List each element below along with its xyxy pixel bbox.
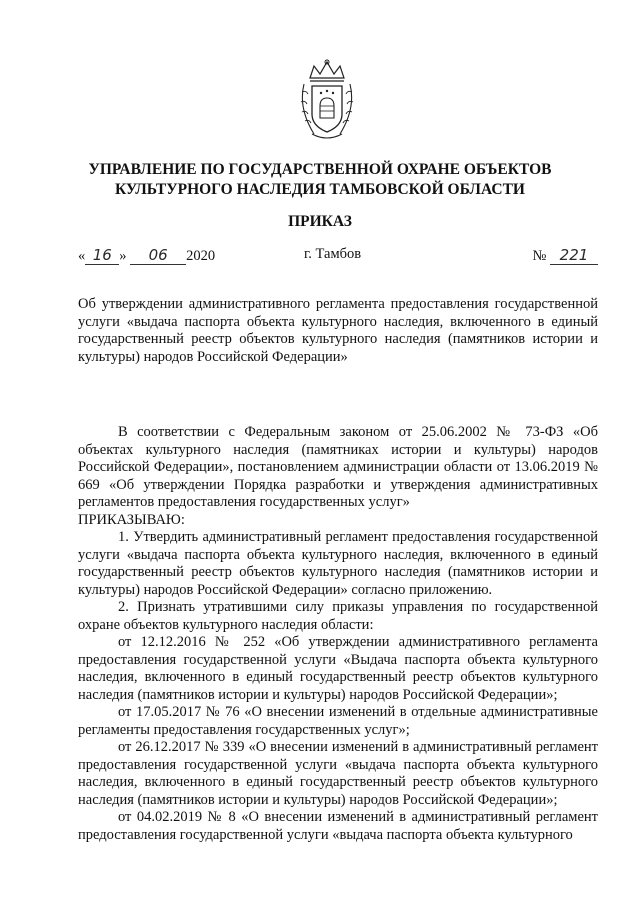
date-number-line bbox=[78, 246, 598, 272]
preamble-paragraph: В соответствии с Федеральным законом от 25.06.2002 № 73-ФЗ «Об объектах культурного наследия (памятниках истории и культуры) народов Российской Федерации», постановлением администрации области от 13.06.2019 № 669 «Об утверждении Порядка разработки и утверждения административных регламентов предоставления государственных услуг» bbox=[78, 424, 598, 510]
organization-name-line-2: КУЛЬТУРНОГО НАСЛЕДИЯ ТАМБОВСКОЙ ОБЛАСТИ bbox=[115, 181, 525, 198]
order-date bbox=[78, 246, 215, 265]
order-subject: Об утверждении административного регламента предоставления государственной услуги «выдача паспорта объекта культурного наследия, включенного в единый государственный реестр объектов культурного наследия (памятников истории и культуры) народов Российской Федерации» bbox=[78, 296, 598, 365]
quote-close: » bbox=[119, 248, 127, 264]
quote-open: « bbox=[78, 248, 86, 264]
date-day-handwritten: 16 bbox=[85, 246, 119, 265]
order-body bbox=[78, 424, 598, 844]
organization-name-line-1: УПРАВЛЕНИЕ ПО ГОСУДАРСТВЕННОЙ ОХРАНЕ ОБЪЕКТОВ bbox=[88, 161, 552, 178]
order-number-handwritten: 221 bbox=[550, 246, 598, 265]
order-number bbox=[533, 246, 598, 265]
number-sign: № bbox=[532, 248, 547, 264]
date-month-handwritten: 06 bbox=[130, 246, 186, 265]
revoked-order-1: от 12.12.2016 № 252 «Об утверждении административного регламента предоставления государственной услуги «Выдача паспорта объекта культурного наследия, включенного в единый государственный реестр объектов культурного наследия (памятников истории и культуры) народов Российской Федерации»; bbox=[78, 634, 598, 703]
date-year: 2020 bbox=[186, 248, 216, 264]
tambov-region-coat-of-arms-icon bbox=[296, 58, 358, 142]
order-word: ПРИКАЗЫВАЮ: bbox=[78, 511, 185, 528]
revoked-order-3: от 26.12.2017 № 339 «О внесении изменений в административный регламент предоставления государственной услуги «выдача паспорта объекта культурного наследия, включенного в единый государственный реестр объектов культурного наследия (памятников истории и культуры) народов Российской Федерации»; bbox=[78, 739, 598, 808]
organization-name bbox=[0, 160, 640, 200]
item-1-paragraph: 1. Утвердить административный регламент предоставления государственной услуги «выдача паспорта объекта культурного наследия, включенного в единый государственный реестр объектов культурного наследия (памятников истории и культуры) народов Российской Федерации» согласно приложению. bbox=[78, 529, 598, 598]
document-type-title: ПРИКАЗ bbox=[288, 213, 352, 230]
revoked-order-2: от 17.05.2017 № 76 «О внесении изменений в отдельные административные регламенты предоставления государственных услуг»; bbox=[78, 704, 598, 738]
revoked-order-4: от 04.02.2019 № 8 «О внесении изменений в административный регламент предоставления государственной услуги «выдача паспорта объекта культурного bbox=[78, 809, 598, 843]
item-2-paragraph: 2. Признать утратившими силу приказы управления по государственной охране объектов культурного наследия области: bbox=[78, 599, 598, 633]
city: г. Тамбов bbox=[304, 246, 362, 262]
